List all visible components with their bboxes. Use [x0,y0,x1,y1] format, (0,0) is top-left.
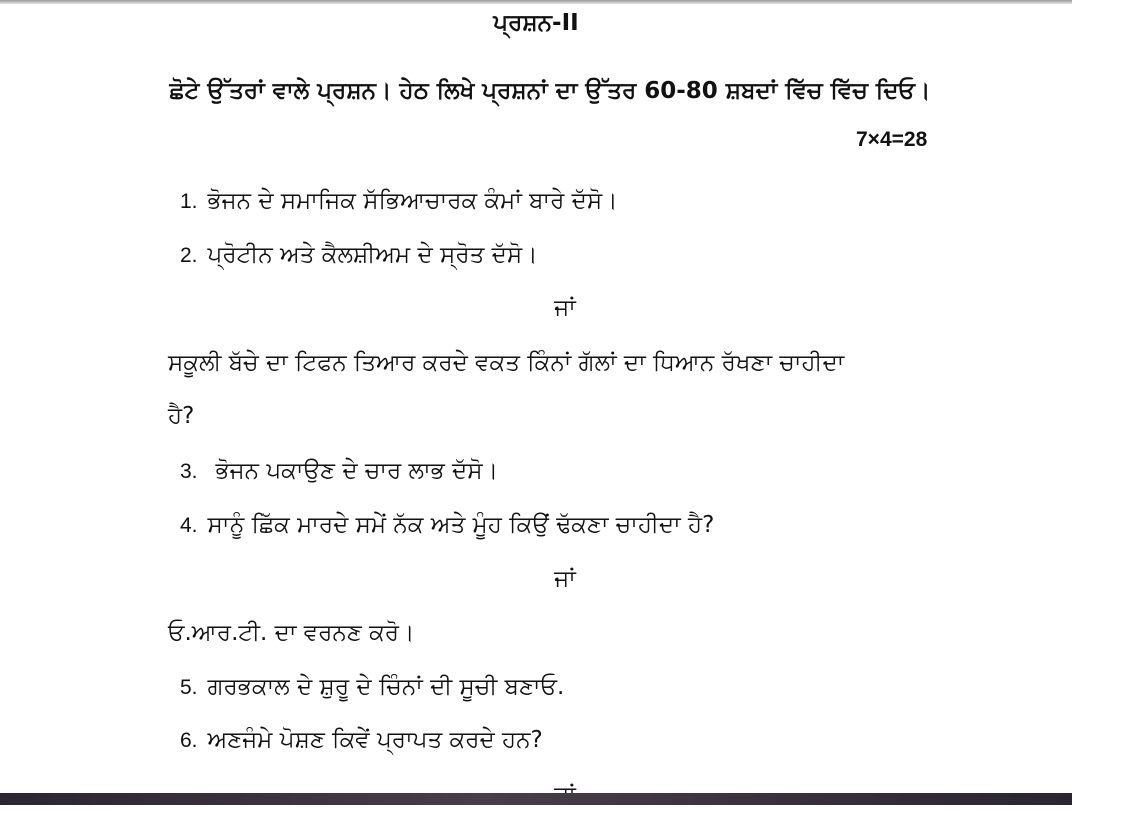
question-number: 1. [180,190,198,213]
top-edge [0,0,1072,4]
question-text: ਅਣਜੰਮੇ ਪੋਸ਼ਣ ਕਿਵੇਂ ਪ੍ਰਾਪਤ ਕਰਦੇ ਹਨ? [207,727,543,753]
question-6 [180,722,543,759]
section-title: ਪ੍ਰਸ਼ਨ-II [493,10,579,36]
question-text: ਪ੍ਰੋਟੀਨ ਅਤੇ ਕੈਲਸ਼ੀਅਮ ਦੇ ਸ੍ਰੋਤ ਦੱਸੋ। [207,242,538,268]
question-number: 4. [180,514,198,537]
question-number: 6. [180,729,198,752]
or-separator: ਜਾਂ [554,566,576,592]
section-instruction: ਛੋਟੇ ਉੱਤਰਾਂ ਵਾਲੇ ਪ੍ਰਸ਼ਨ। ਹੇਠ ਲਿਖੇ ਪ੍ਰਸ਼ਨਾਂ ਦਾ ਉੱਤਰ 60-80 ਸ਼ਬਦਾਂ ਵਿੱਚ ਵਿੱਚ ਦਿਓ। [169,78,931,104]
question-3 [180,453,498,490]
question-2-alt-line-2: ਹੈ? [168,403,195,429]
question-5 [180,669,564,706]
question-2-alt-line-1: ਸਕੂਲੀ ਬੱਚੇ ਦਾ ਟਿਫਨ ਤਿਆਰ ਕਰਦੇ ਵਕਤ ਕਿੰਨਾਂ ਗੱਲਾਂ ਦਾ ਧਿਆਨ ਰੱਖਣਾ ਚਾਹੀਦਾ [168,350,845,376]
question-text: ਭੋਜਨ ਦੇ ਸਮਾਜਿਕ ਸੱਭਿਆਚਾਰਕ ਕੰਮਾਂ ਬਾਰੇ ਦੱਸੋ। [207,188,618,214]
question-number: 3. [180,460,198,483]
question-2 [180,237,538,274]
question-text: ਗਰਭਕਾਲ ਦੇ ਸ਼ੁਰੂ ਦੇ ਚਿੰਨਾਂ ਦੀ ਸੂਚੀ ਬਣਾਓ. [207,674,565,700]
question-text: ਸਾਨੂੰ ਛਿੱਕ ਮਾਰਦੇ ਸਮੇਂ ਨੱਕ ਅਤੇ ਮੂੰਹ ਕਿਉਂ ਢੱਕਣਾ ਚਾਹੀਦਾ ਹੈ? [207,512,715,538]
bottom-bar [0,793,1072,805]
question-4 [180,507,714,544]
question-4-alt: ਓ.ਆਰ.ਟੀ. ਦਾ ਵਰਨਣ ਕਰੋ। [168,620,415,646]
or-separator: ਜਾਂ [554,295,576,321]
marks-label: 7×4=28 [856,128,928,151]
question-text: ਭੋਜਨ ਪਕਾਉਣ ਦੇ ਚਾਰ ਲਾਭ ਦੱਸੋ। [215,458,499,484]
question-number: 5. [180,676,198,699]
question-number: 2. [180,244,198,267]
question-1 [180,183,618,220]
or-separator-partial [0,777,1130,793]
